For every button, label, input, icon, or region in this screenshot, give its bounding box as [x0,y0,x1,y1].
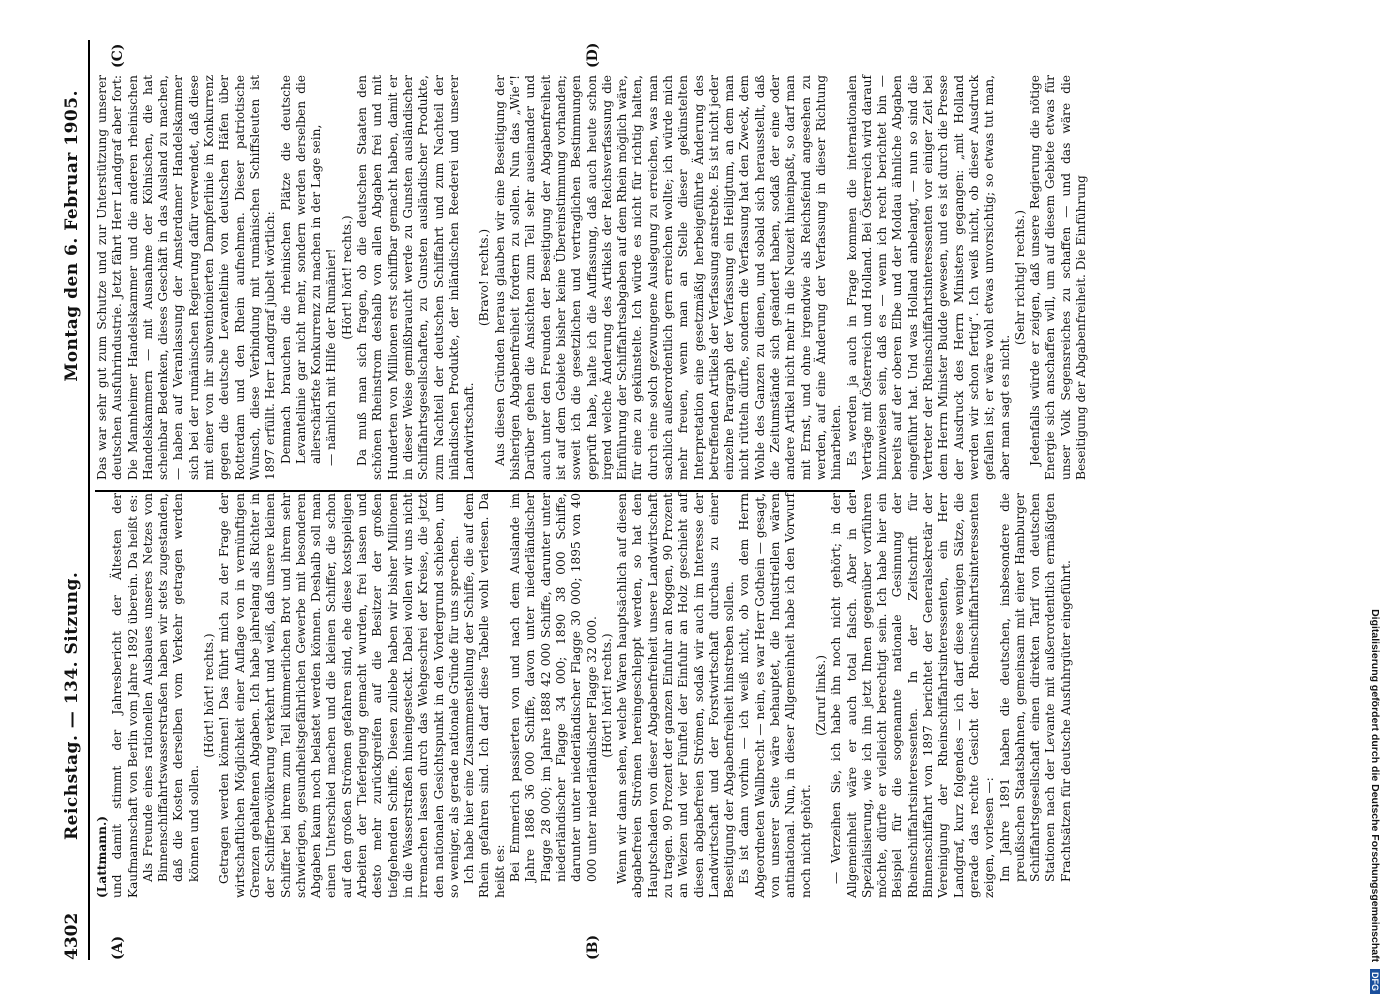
paragraph: Es ist dann vorhin — ich weiß nicht, ob von dem Herrn Abgeordneten Wallbrecht — nein, es war Herr Gothein — gesagt, von unserer Seite wäre behauptet, die Industriellen wären antinational. Nun, in dieser Allgemeinheit habe ich den Vorwurf noch nicht gehört. [737,493,813,898]
interjection: (Zuruf links.) [813,654,828,737]
page-header [62,40,88,960]
column-rule [95,490,855,492]
paragraph: — Verzeihen Sie, ich habe ihn noch nicht gehört; in der Allgemeinheit wäre er auch total falsch. Aber in der Spezialisierung, wie ich ihn jetzt Ihnen gegenüber vorführen möchte, dürfte er vielleicht berechtigt sein. Ich habe hier ein Beispiel für die sogenannte nationale Gesinnung der Rheinschiffahrtsinteressenten. In der Zeitschrift für Binnenschiffahrt von 1897 berichtet der Generalsekretär der Vereinigung der Rheinschiffahrtsinteressenten, ein Herr Landgraf, kurz folgendes — ich darf diese wenigen Sätze, die gerade das rechte Gesicht der Rheinschiffahrtsinteressenten zeigen, vorlesen —: [829,493,997,898]
paragraph: — nämlich mit Hilfe der Rumänier! [324,248,339,466]
paragraph: Es werden ja auch in Frage kommen die internationalen Verträge mit Österreich und Holland. Bei Österreich wird darauf hinzuweisen sein, daß es — wenn ich recht berichtet bin — bereits auf der oberen Elbe und der Moldau ähnliche Abgaben eingeführt hat. Und was Holland anbelangt, — nun so sind die Vertreter der Rheinschiffahrtsinteressenten vor einiger Zeit bei dem Herrn Minister Budde gewesen, und es ist durch die Presse der Ausdruck des Herrn Ministers gegangen: „mit Holland werden wir schon fertig“. Ich weiß nicht, ob dieser Ausdruck gefallen ist; er wäre wohl etwas unvorsichtig; so etwas tut man, aber man sagt es nicht. [844,75,1012,480]
page-number: 4302 [62,912,82,960]
interjection: (Hört! hört! rechts.) [202,633,217,758]
margin-marker-a: (A) [110,935,126,960]
interjection: (Hört! hört! rechts.) [339,215,354,340]
digitization-stamp [1367,6,1379,994]
interjection: (Bravo! rechts.) [477,228,492,327]
paragraph: Das war sehr gut zum Schutze und zur Unterstützung unserer deutschen Ausfuhrindustrie. Jetzt fährt Herr Landgraf aber fort: Die Mannheimer Handelskammer und die anderen rheinischen Handelskammern — mit Ausnahme der Kölnischen, die hat scheinbar Bedenken, dieses Geschäft in das Ausland zu machen, — haben auf Veranlassung der Amsterdamer Handelskammer sich bei der rumänischen Regierung dafür verwendet, daß diese mit einer von ihr subventionierten Dampferlinie in Konkurrenz gegen die deutsche Levantelinie von deutschen Häfen über Rotterdam und den Rhein aufnehmen. Dieser patriotische Wunsch, diese Verbindung mit rumänischen Schiffsleuten ist 1897 erfüllt. Herr Landgraf jubelt wörtlich: [95,75,278,480]
paragraph: Getragen werden können! Das führt mich zu der Frage der wirtschaftlichen Möglichkeit einer Auflage von in vernünftigen Grenzen gehaltenen Abgaben. Ich habe jahrelang als Richter in der Schifferbevölkerung verkehrt und weiß, daß unsere kleinen Schiffer bei ihrem zum Teil kümmerlichen Brot und ihrem sehr schwierigen, gesundheitsgefährlichen Gewerbe mit besonderen Abgaben kaum noch belastet werden können. Deshalb soll man einen Unterschied machen und die kleinen Schiffer, die schon auf den großen Strömen gefahren sind, ehe diese kostspieligen Arbeiten der Tieferlegung gemacht wurden, frei lassen und desto mehr zurückgreifen auf die Besitzer der großen tiefgehenden Schiffe. Diesen zuliebe haben wir bisher Millionen in die Wasserstraßen hineingesteckt. Dabei wollen wir uns nicht irremachen lassen durch das Wehgeschrei der Kreise, die jetzt den nationalen Gesichtspunkt in den Vordergrund schieben, um so weniger, als gerade nationale Gründe für uns sprechen. [217,493,461,898]
interjection: (Hört! hört! rechts.) [599,633,614,758]
paragraph: Wenn wir dann sehen, welche Waren hauptsächlich auf diesen abgabefreien Strömen hereingeschleppt werden, so hat den Hauptschaden von dieser Abgabenfreiheit unsere Landwirtschaft zu tragen. 90 Prozent der ganzen Einfuhr an Roggen, 90 Prozent an Weizen und vier Fünftel der Einfuhr an Holz geschieht auf diesen abgabefreien Strömen, sodaß wir auch im Interesse der Landwirtschaft und der Forstwirtschaft durchaus zu einer Beseitigung der Abgabenfreiheit hinstreben sollen. [615,493,737,898]
quotation: Demnach brauchen die rheinischen Plätze die deutsche Levantelinie gar nicht mehr, sondern werden derselben die allerschärfste Konkurrenz zu machen in der Lage sein, [278,75,324,464]
right-column [95,75,1089,480]
paragraph: und damit stimmt der Jahresbericht der Ältesten der Kaufmannschaft von Berlin vom Jahre 1892 überein. Da heißt es: [110,493,140,898]
left-column [95,493,1074,898]
speaker-name: (Lattmann.) [95,815,109,898]
margin-marker-c: (C) [110,43,126,68]
session-date: Montag den 6. Februar 1905. [62,90,82,382]
dfg-logo: DFG [1370,969,1380,994]
margin-marker-b: (B) [585,934,601,960]
stamp-text: Digitalisierung gefördert durch die Deutsche Forschungsgemeinschaft [1369,609,1381,963]
session-title: Reichstag. — 134. Sitzung. [62,571,82,840]
quotation: Bei Emmerich passierten von und nach dem Auslande im Jahre 1886 36 000 Schiffe, davon unter niederländischer Flagge 28 000; im Jahre 1888 42 000 Schiffe, darunter unter niederländischer Flagge 34 000; 1890 38 000 Schiffe, darunter unter niederländischer Flagge 30 000; 1895 von 40 000 unter niederländischer Flagge 32 000. [508,493,599,882]
paragraph: Ich habe hier eine Zusammenstellung der Schiffe, die auf dem Rhein gefahren sind. Ich darf diese Tabelle wohl verlesen. Da heißt es: [462,493,507,898]
margin-marker-d: (D) [585,42,601,68]
paragraph: Aus diesen Gründen heraus glauben wir eine Beseitigung der bisherigen Abgabenfreiheit fordern zu sollen. Nun das „Wie“! Darüber gehen die Ansichten zum Teil sehr auseinander und auch unter den Freunden der Beseitigung der Abgabenfreiheit ist auf dem Gebiete bisher keine Übereinstimmung vorhanden; soweit ich die gesetzlichen und vertraglichen Bestimmungen geprüft habe, halte ich die Auffassung, daß auch heute schon irgend welche Änderung des Artikels der Reichsverfassung die Einführung der Schiffahrtsabgaben auf dem Rhein möglich wäre, für eine zu gekünstelte. Ich würde es nicht für richtig halten, durch eine solch gezwungene Auslegung zu erreichen, was man sachlich außerordentlich gern erreichen wollte; ich würde mich mehr freuen, wenn man an Stelle dieser gekünstelten Interpretation eine gesetzmäßig herbeigeführte Änderung des betreffenden Artikels der Verfassung anstrebte. Es ist nicht jeder einzelne Paragraph der Verfassung ein Heiligtum, an dem man nicht rütteln dürfte, sondern die Verfassung hat den Zweck, dem Wohle des Ganzen zu dienen, und sobald sich herausstellt, daß die Zeitumstände sich geändert haben, sodaß der eine oder andere Artikel nicht mehr in die Neuzeit hineinpaßt, so darf man mit Ernst, und ohne irgendwie als Reichsfeind angesehen zu werden, auf eine Änderung der Verfassung in dieser Richtung hinarbeiten. [492,75,844,480]
paragraph: Da muß man sich fragen, ob die deutschen Staaten den schönen Rheinstrom deshalb von allen Abgaben frei und mit Hunderten von Millionen erst schiffbar gemacht haben, damit er in dieser Weise gemißbraucht werde zu Gunsten ausländischer Schiffahrtsgesellschaften, zu Gunsten ausländischer Produkte, zum Nachteil der deutschen Schiffahrt und zum Nachteil der inländischen Produkte, der inländischen Reederei und unserer Landwirtschaft. [355,75,477,480]
header-rule [88,40,90,960]
quotation: Als Freunde eines rationellen Ausbaues unseres Netzes von Binnenschiffahrtswasserstraßen haben wir stets zugestanden, daß die Kosten derselben vom Verkehr getragen werden können und sollen. [140,493,201,882]
paragraph: Jedenfalls würde er zeigen, daß unsere Regierung die nötige Energie sich anschaffen will, um auf diesem Gebiete etwas für unser Volk Segensreiches zu schaffen — und das wäre die Beseitigung der Abgabenfreiheit. Die Einführung [1028,75,1088,480]
quotation: Im Jahre 1891 haben die deutschen, insbesondere die preußischen Staatsbahnen, gemeinsam mit einer Hamburger Schiffahrtsgesellschaft einen direkten Tarif von deutschen Stationen nach der Levante mit außerordentlich ermäßigten Frachtsätzen für deutsche Ausfuhrgüter eingeführt. [997,493,1073,882]
interjection: (Sehr richtig! rechts.) [1012,209,1027,346]
